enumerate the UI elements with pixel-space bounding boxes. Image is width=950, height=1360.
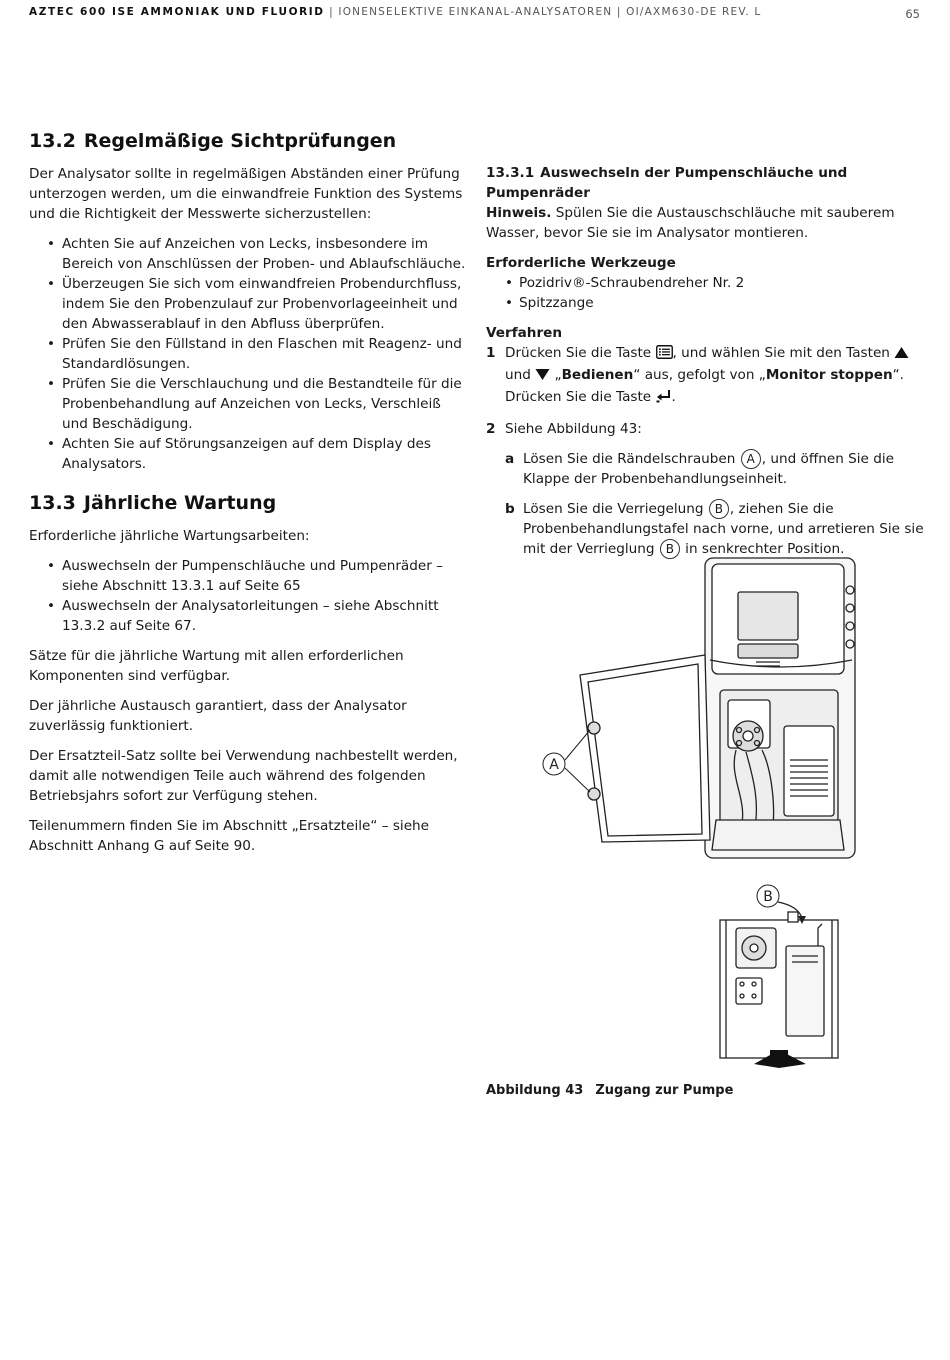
hint-text: Spülen Sie die Austauschschläuche mit sauberem Wasser, bevor Sie sie im Analysator montieren. [486,205,895,241]
callout-label-a: A [549,757,559,773]
right-column [486,163,926,569]
hint-note [486,203,926,243]
paragraph: Sätze für die jährliche Wartung mit allen erforderlichen Komponenten sind verfügbar. [29,648,404,684]
callout-marker-a: A [741,449,761,469]
list-item: • Prüfen Sie den Füllstand in den Flaschen mit Reagenz- und Standardlösungen. [29,334,469,374]
figure-43 [540,550,870,1070]
step-text: Lösen Sie die Rändelschrauben [523,451,740,467]
step-text: und [505,367,536,383]
list-item: • Spitzzange [486,293,926,313]
list-item: • Prüfen Sie die Verschlauchung und die Bestandteile für die Probenbehandlung auf Anzeichen von Lecks, Verschleiß und Beschädigung. [29,374,469,434]
procedure-step-1 [486,343,926,409]
step-text: „ [550,367,562,383]
procedure-step-2a [486,449,926,489]
step-text: “. Drücken Sie die Taste [505,367,904,405]
list-item: • Auswechseln der Pumpenschläuche und Pumpenräder – siehe Abschnitt 13.3.1 auf Seite 65 [29,556,469,596]
step-text: , und wählen Sie mit den Tasten [672,345,895,361]
tools-label: Erforderliche Werkzeuge [486,255,676,271]
header-subtitle: | IONENSELEKTIVE EINKANAL-ANALYSATOREN | OI/AXM630-DE REV. L [324,6,762,18]
inspection-list [29,234,469,474]
list-item: • Auswechseln der Analysatorleitungen – siehe Abschnitt 13.3.2 auf Seite 67. [29,596,469,636]
section-title: Jährliche Wartung [83,492,277,514]
header-title: AZTEC 600 ISE AMMONIAK UND FLUORID [29,6,325,18]
step-number: 1 [486,345,496,361]
section-13-3-1-heading [486,163,926,203]
callout-marker-b: B [709,499,729,519]
section-13-2-intro: Der Analysator sollte in regelmäßigen Abständen einer Prüfung unterzogen werden, um die einwandfreie Funktion des Systems und die Richtigkeit der Messwerte sicherzustellen: [29,166,463,222]
running-header [29,6,921,18]
step-text: “ aus, gefolgt von „ [633,367,766,383]
maintenance-list [29,556,469,636]
list-item: • Achten Sie auf Störungsanzeigen auf dem Display des Analysators. [29,434,469,474]
step-text: Siehe Abbildung 43: [505,421,642,437]
figure-caption [486,1083,733,1098]
step-text: . [671,389,676,405]
page-number: 65 [905,7,920,21]
step-text: in senkrechter Position. [680,541,845,557]
enter-key-icon [656,389,672,409]
menu-key-icon [656,345,673,365]
arrow-up-key-icon [894,345,909,365]
section-13-3-heading [29,490,469,516]
procedure-step-2 [486,419,926,439]
step-text: , und öffnen Sie die Klappe der Probenbehandlungseinheit. [523,451,894,487]
list-item: • Achten Sie auf Anzeichen von Lecks, insbesondere im Bereich von Anschlüssen der Proben- und Ablaufschläuche. [29,234,469,274]
paragraph: Der Ersatzteil-Satz sollte bei Verwendung nachbestellt werden, damit alle notwendigen Teile auch während des folgenden Betriebsjahrs sofort zur Verfügung stehen. [29,748,458,804]
step-letter: a [505,451,515,467]
arrow-down-key-icon [535,367,550,387]
list-item: • Überzeugen Sie sich vom einwandfreien Probendurchfluss, indem Sie den Probenzulauf zur Probenvorlageeinheit und den Abwasserablauf in den Abfluss überprüfen. [29,274,469,334]
step-number: 2 [486,421,496,437]
step-text: Drücken Sie die Taste [505,345,656,361]
step-text: Lösen Sie die Verriegelung [523,501,708,517]
caption-text: Zugang zur Pumpe [595,1083,734,1098]
section-number: 13.3.1 [486,165,535,181]
step-text: , ziehen Sie die Probenbehandlungstafel nach vorne, und arretieren Sie sie mit der Verrieglung [523,501,924,557]
section-13-2-heading [29,128,469,154]
hint-label: Hinweis. [486,205,552,221]
tools-list [486,273,926,313]
left-column [29,128,469,866]
section-number: 13.2 [29,130,76,152]
section-number: 13.3 [29,492,76,514]
analyzer-illustration [540,550,870,1070]
paragraph: Der jährliche Austausch garantiert, dass der Analysator zuverlässig funktioniert. [29,698,407,734]
procedure-label: Verfahren [486,325,563,341]
section-13-3-intro: Erforderliche jährliche Wartungsarbeiten: [29,528,310,544]
caption-number: Abbildung 43 [486,1083,584,1098]
callout-label-b: B [763,889,773,905]
step-bold-text: Monitor stoppen [765,367,893,383]
step-letter: b [505,501,515,517]
step-bold-text: Bedienen [561,367,634,383]
callout-marker-b: B [660,539,680,559]
paragraph: Teilenummern finden Sie im Abschnitt „Ersatzteile“ – siehe Abschnitt Anhang G auf Seite 90. [29,818,430,854]
list-item: • Pozidriv®-Schraubendreher Nr. 2 [486,273,926,293]
section-title: Auswechseln der Pumpenschläuche und Pumpenräder [486,165,848,201]
section-title: Regelmäßige Sichtprüfungen [83,130,397,152]
